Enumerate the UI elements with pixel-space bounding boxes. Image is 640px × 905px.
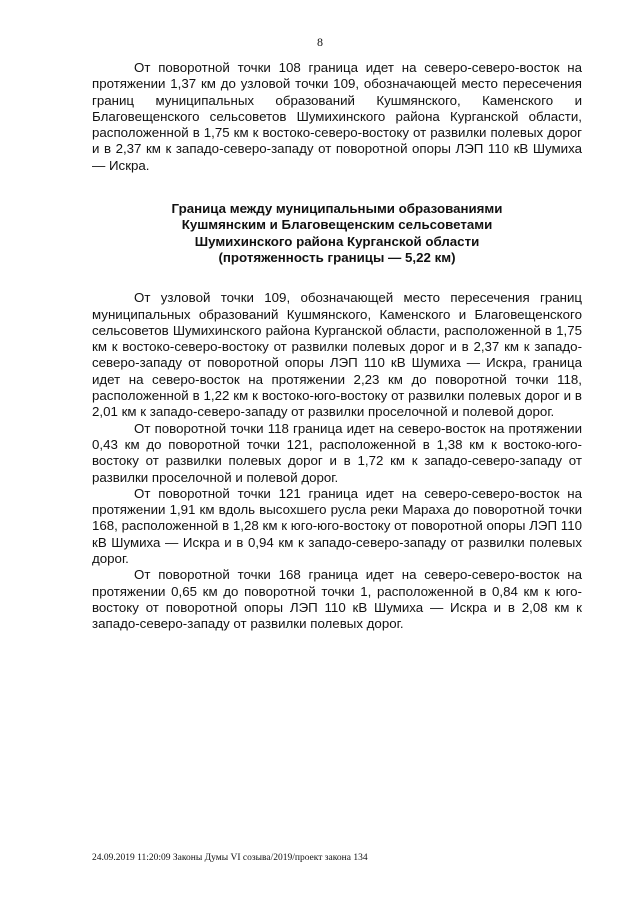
section-heading-line: Кушмянским и Благовещенским сельсоветами — [181, 217, 493, 233]
body-paragraph: От поворотной точки 168 граница идет на северо-северо-восток на протяжении 0,65 км до поворотной точки 1, расположенной в 0,84 км к юго-востоку от поворотной опоры ЛЭП 110 кВ Шумиха — Искра и в 2,08 км к западо-северо-западу от развилки полевых дорог. — [92, 567, 582, 632]
document-body — [92, 60, 582, 633]
intro-paragraph: От поворотной точки 108 граница идет на северо-северо-восток на протяжении 1,37 км до узловой точки 109, обозначающей место пересечения границ муниципальных образований Кушмянского, Каменского и Благовещенского сельсоветов Шумихинского района Курганской области, расположенной в 1,75 км к востоко-северо-востоку от развилки полевых дорог и в 2,37 км к западо-северо-западу от поворотной опоры ЛЭП 110 кВ Шумиха — Искра. — [92, 60, 582, 173]
section-heading — [92, 201, 582, 266]
document-footer: 24.09.2019 11:20:09 Законы Думы VI созыва/2019/проект закона 134 — [92, 853, 368, 863]
body-paragraph: От узловой точки 109, обозначающей место пересечения границ муниципальных образований Кушмянского, Каменского и Благовещенского сельсоветов Шумихинского района Курганской области, расположенной в 1,75 км к востоко-северо-востоку от развилки полевых дорог и в 2,37 км к западо-северо-западу от поворотной опоры ЛЭП 110 кВ Шумиха — Искра, граница идет на северо-восток на протяжении 2,23 км до поворотной точки 118, расположенной в 1,22 км к востоко-юго-востоку от развилки полевых дорог и в 2,01 км к западо-северо-западу от развилки проселочной и полевой дорог. — [92, 290, 582, 420]
body-paragraph: От поворотной точки 121 граница идет на северо-северо-восток на протяжении 1,91 км вдоль высохшего русла реки Мараха до поворотной точки 168, расположенной в 1,28 км к юго-юго-востоку от поворотной опоры ЛЭП 110 кВ Шумиха — Искра и в 0,94 км к западо-северо-западу от развилки полевых дорог. — [92, 485, 582, 567]
section-heading-line: (протяженность границы — 5,22 км) — [218, 249, 456, 265]
section-heading-line: Шумихинского района Курганской области — [194, 233, 480, 249]
body-paragraph: От поворотной точки 118 граница идет на северо-восток на протяжении 0,43 км до поворотной точки 121, расположенной в 1,38 км к востоко-юго-востоку от развилки полевых дорог и в 1,72 км к западо-северо-западу от развилки проселочной и полевой дорог. — [92, 420, 582, 485]
section-heading-line: Граница между муниципальными образованиями — [171, 201, 503, 217]
page-number: 8 — [317, 35, 323, 49]
